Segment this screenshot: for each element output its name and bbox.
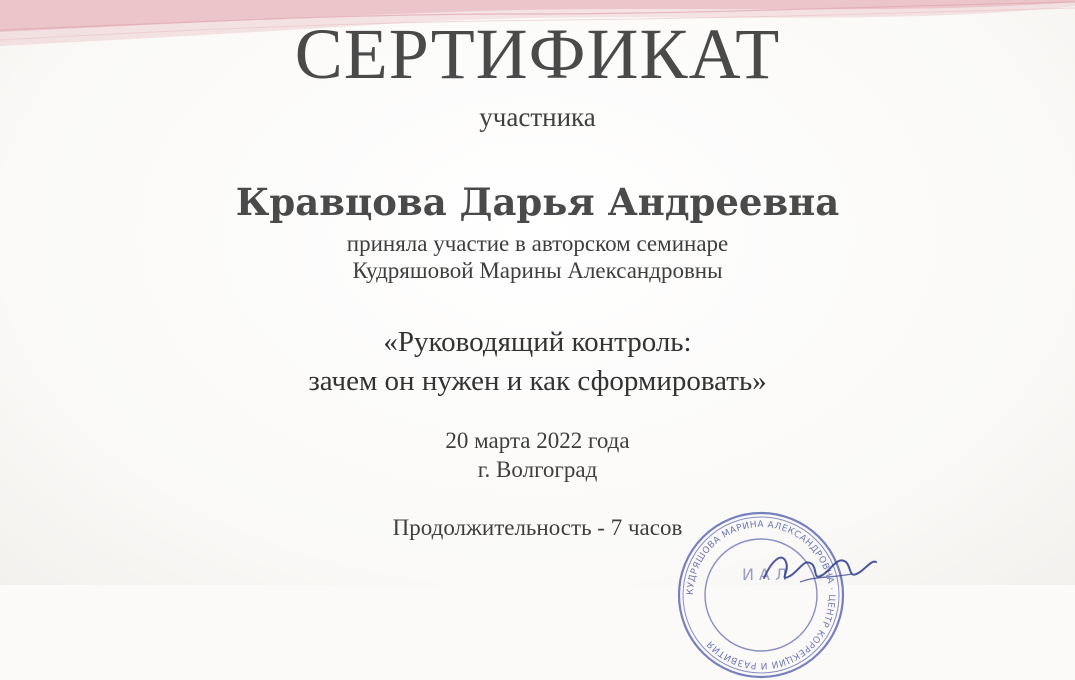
- svg-text:КУДРЯШОВА МАРИНА АЛЕКСАНДРОВНА: КУДРЯШОВА МАРИНА АЛЕКСАНДРОВНА · ЦЕНТР КОРРЕКЦИИ И РАЗВИТИЯ: [685, 519, 837, 671]
- event-duration: Продолжительность - 7 часов: [392, 515, 683, 540]
- seminar-title-line-1: «Руководящий контроль:: [383, 326, 692, 358]
- seminar-title-line-2: зачем он нужен и как сформировать»: [308, 365, 767, 397]
- certificate-subtitle: участника: [479, 102, 596, 132]
- participation-line-2: Кудряшовой Марины Александровны: [352, 258, 723, 283]
- svg-text:И А Л: И А Л: [742, 565, 788, 584]
- signature-icon: [760, 548, 880, 585]
- certificate-title: СЕРТИФИКАТ: [294, 14, 781, 94]
- event-date: 20 марта 2022 года: [445, 428, 630, 453]
- participation-line-1: приняла участие в авторском семинаре: [346, 231, 729, 256]
- event-city: г. Волгоград: [477, 457, 598, 482]
- recipient-name: Кравцова Дарья Андреевна: [235, 180, 840, 224]
- round-stamp-icon: [676, 510, 846, 680]
